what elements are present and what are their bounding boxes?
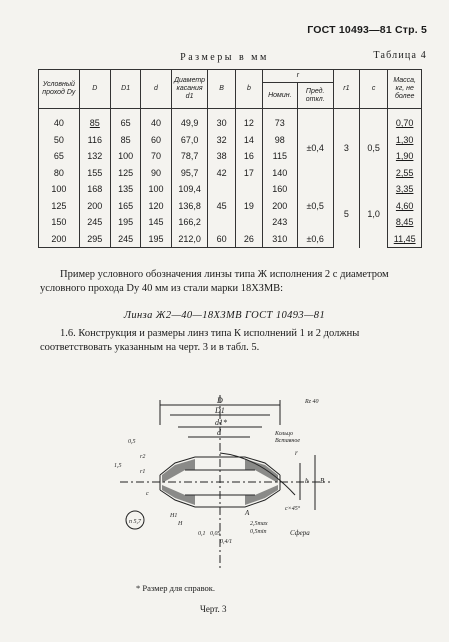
cell: 3,35 [388,181,422,198]
cell: 195 [110,214,140,231]
header-b: b [235,70,262,109]
cell: 140 [263,165,298,182]
dimensions-table [38,69,422,248]
cell: 3 [333,109,359,182]
header-r-dev: Пред. откл. [297,83,333,109]
cell: 40 [141,109,171,132]
cell: 155 [79,165,110,182]
cell: 116 [79,132,110,149]
lens-drawing [100,395,360,575]
cell: 166,2 [171,214,208,231]
table-row [39,181,422,198]
cell: 26 [235,231,262,248]
header-mass: Масса, кг, не более [388,70,422,109]
cell: 135 [110,181,140,198]
cell: 85 [110,132,140,149]
cell: 150 [39,214,80,231]
cell: 200 [263,198,298,215]
cell: 109,4 [171,181,208,198]
cell: 115 [263,148,298,165]
label-n57: n 5,7 [129,519,141,525]
header-D: D [79,70,110,109]
label-01: 0,1 [198,531,206,537]
label-r1: r1 [140,469,146,475]
cell: 49,9 [171,109,208,132]
cell: 30 [208,109,235,132]
cell: 60 [141,132,171,149]
cell: 65 [39,148,80,165]
label-A: A [245,509,250,517]
label-005: 0,05 [210,531,221,537]
header-d: d [141,70,171,109]
label-H: H [178,521,183,527]
cell: 17 [235,165,262,182]
label-c: c [146,491,149,497]
label-sphere: Сфера [290,529,310,537]
cell: 0,70 [388,109,422,132]
cell: 85 [79,109,110,132]
label-04: 0,4/1 [220,539,233,545]
cell: 70 [141,148,171,165]
page-header: ГОСТ 10493—81 Стр. 5 [307,24,427,36]
cell: ±0,5 [297,181,333,231]
cell: 45 [208,181,235,231]
cell: 4,60 [388,198,422,215]
example-paragraph: Пример условного обозначения линзы типа Ж исполнения 2 с диаметром условного прохода Dy 40 мм из стали марки 18ХЗМВ: [40,269,389,294]
cell: 14 [235,132,262,149]
cell: 310 [263,231,298,248]
cell: 200 [39,231,80,248]
cell: 212,0 [171,231,208,248]
cell: 100 [110,148,140,165]
cell: 1,0 [360,181,388,248]
label-15: 1,5 [114,463,122,469]
header-c: c [360,70,388,109]
cell: 67,0 [171,132,208,149]
cell: 168 [79,181,110,198]
cell: 1,30 [388,132,422,149]
label-insert: Вставное [275,438,300,444]
cell: 243 [263,214,298,231]
cell: 2,55 [388,165,422,182]
cell: 1,90 [388,148,422,165]
table-row [39,109,422,132]
cell: 90 [141,165,171,182]
cell: 165 [110,198,140,215]
cell: 19 [235,181,262,231]
header-d1: Диаметр касания d1 [171,70,208,109]
cell: 160 [263,181,298,198]
cell: 38 [208,148,235,165]
units-caption: Размеры в мм [180,52,269,63]
cell: 125 [39,198,80,215]
label-H1: H1 [170,513,178,519]
label-D1: D1 [215,406,225,415]
label-roughness: Rz 40 [305,399,319,405]
label-D: D [217,396,223,405]
table-number: Таблица 4 [373,50,427,61]
clause-1-6: 1.6. Конструкция и размеры линз типа К исполнений 1 и 2 должны соответствовать указанным на черт. 3 и в табл. 5. [40,328,360,353]
label-chamfer: c×45° [285,506,301,512]
cell: 100 [39,181,80,198]
cell: 32 [208,132,235,149]
cell: 16 [235,148,262,165]
label-ring: Кольцо [275,431,294,437]
label-b: b [305,477,309,485]
cell: 73 [263,109,298,132]
header-B: B [208,70,235,109]
figure-caption: Черт. 3 [200,604,227,614]
cell: 195 [141,231,171,248]
cell: 125 [110,165,140,182]
cell: ±0,4 [297,109,333,182]
cell: 100 [141,181,171,198]
label-B: B [320,477,325,485]
cell: 120 [141,198,171,215]
cell: 245 [110,231,140,248]
label-r2: r2 [140,454,146,460]
label-25max: 2,5max [250,521,268,527]
label-d: d [217,428,221,437]
label-05min: 0,5min [250,529,267,535]
cell: 136,8 [171,198,208,215]
cell: 0,5 [360,109,388,182]
cell: 5 [333,181,359,248]
header-r-nom: Номин. [263,83,298,109]
cell: 60 [208,231,235,248]
header-r: r [263,70,334,83]
cell: 40 [39,109,80,132]
cell: 8,45 [388,214,422,231]
cell: 65 [110,109,140,132]
cell: 80 [39,165,80,182]
label-d1: d1* [215,418,227,427]
footnote: * Размер для справок. [136,583,216,593]
cell: 132 [79,148,110,165]
label-r: r [295,449,298,457]
header-D1: D1 [110,70,140,109]
cell: 200 [79,198,110,215]
cell: 42 [208,165,235,182]
cell: ±0,6 [297,231,333,248]
cell: 50 [39,132,80,149]
cell: 245 [79,214,110,231]
header-dy: Условный проход Dy [39,70,80,109]
cell: 78,7 [171,148,208,165]
designation-example: Линза Ж2—40—18ХЗМВ ГОСТ 10493—81 [123,310,326,321]
cell: 11,45 [388,231,422,248]
cell: 12 [235,109,262,132]
cell: 98 [263,132,298,149]
cell: 145 [141,214,171,231]
label-05: 0,5 [128,439,136,445]
cell: 95,7 [171,165,208,182]
header-r1: r1 [333,70,359,109]
cell: 295 [79,231,110,248]
